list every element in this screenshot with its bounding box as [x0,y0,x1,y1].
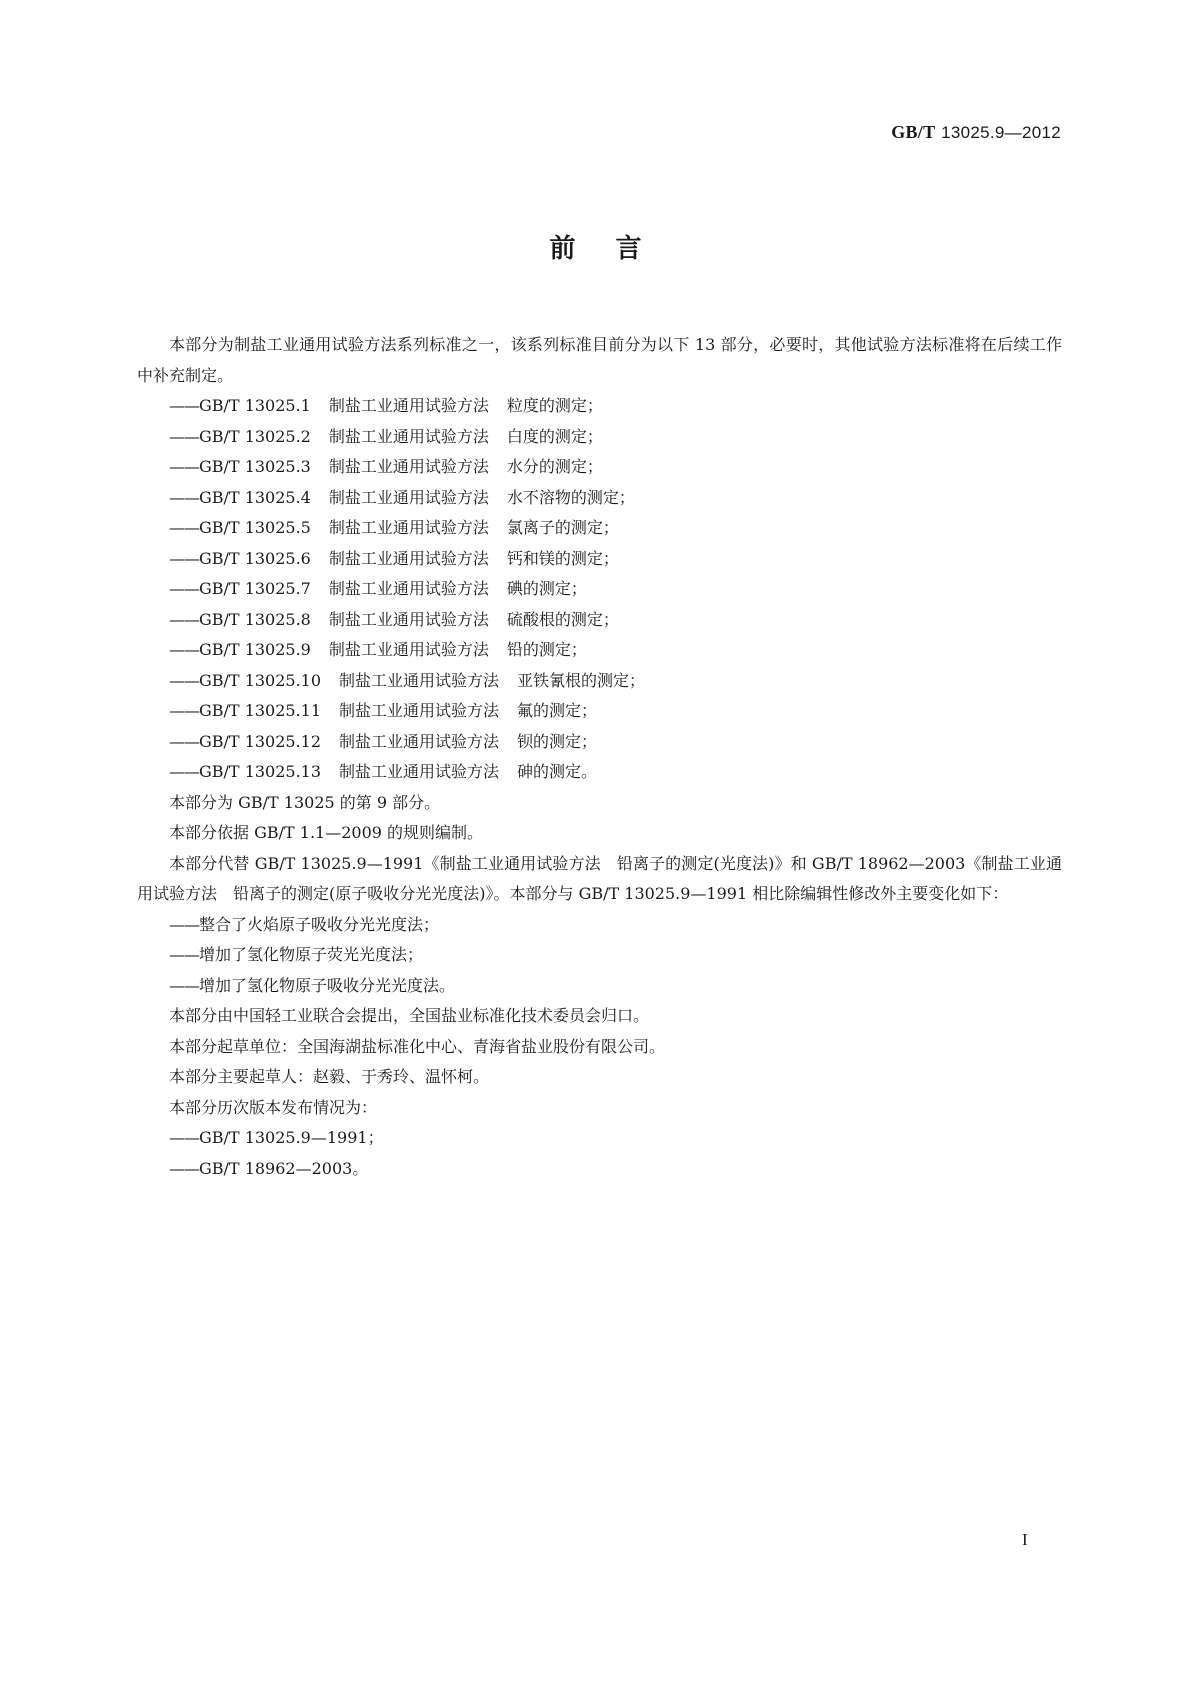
history-item: ——GB/T 18962—2003。 [169,1158,369,1178]
part-of-paragraph: 本部分为 GB/T 13025 的第 9 部分。 [169,792,441,812]
changes-list [137,910,1062,1002]
change-item: ——增加了氢化物原子荧光光度法； [169,945,424,964]
series-list [137,391,1062,788]
drafting-units-paragraph: 本部分起草单位：全国海湖盐标准化中心、青海省盐业股份有限公司。 [169,1036,666,1056]
history-intro-paragraph: 本部分历次版本发布情况为： [169,1097,378,1117]
drafters-paragraph: 本部分主要起草人：赵毅、于秀玲、温怀柯。 [169,1067,490,1086]
series-item: ——GB/T 13025.8 制盐工业通用试验方法 硫酸根的测定； [169,609,619,629]
series-item: ——GB/T 13025.12 制盐工业通用试验方法 钡的测定； [169,731,598,751]
drafting-rules-paragraph: 本部分依据 GB/T 1.1—2009 的规则编制。 [169,823,484,842]
standard-prefix: GB/T [891,122,936,142]
change-item: ——增加了氢化物原子吸收分光光度法。 [169,975,456,995]
intro-paragraph: 本部分为制盐工业通用试验方法系列标准之一，该系列标准目前分为以下 13 部分，必要时，其他试验方法标准将在后续工作中补充制定。 [137,335,1062,385]
standard-number: 13025.9—2012 [941,123,1061,142]
replaces-paragraph: 本部分代替 GB/T 13025.9—1991《制盐工业通用试验方法 铅离子的测定(光度法)》和 GB/T 18962—2003《制盐工业通用试验方法 铅离子的测定(原子吸收分光光度法)》。本部分与 GB/T 13025.9—1991 相比除编辑性修改外主要变化如下： [137,853,1062,903]
history-item: ——GB/T 13025.9—1991； [169,1128,384,1147]
series-item: ——GB/T 13025.13 制盐工业通用试验方法 砷的测定。 [169,762,598,781]
series-item: ——GB/T 13025.2 制盐工业通用试验方法 白度的测定； [169,426,603,446]
series-item: ——GB/T 13025.10 制盐工业通用试验方法 亚铁氰根的测定； [169,670,646,690]
change-item: ——整合了火焰原子吸收分光光度法； [169,914,440,934]
history-list [137,1123,1062,1184]
series-item: ——GB/T 13025.6 制盐工业通用试验方法 钙和镁的测定； [169,548,619,568]
proposed-by-paragraph: 本部分由中国轻工业联合会提出，全国盐业标准化技术委员会归口。 [169,1006,650,1025]
series-item: ——GB/T 13025.9 制盐工业通用试验方法 铅的测定； [169,640,587,659]
series-item: ——GB/T 13025.3 制盐工业通用试验方法 水分的测定； [169,457,603,476]
page-number: I [1022,1530,1028,1549]
series-item: ——GB/T 13025.4 制盐工业通用试验方法 水不溶物的测定； [169,487,635,507]
standard-code-header [891,122,1061,143]
series-item: ——GB/T 13025.1 制盐工业通用试验方法 粒度的测定； [169,396,603,415]
series-item: ——GB/T 13025.11 制盐工业通用试验方法 氟的测定； [169,701,598,720]
foreword-body [137,330,1062,1184]
series-item: ——GB/T 13025.7 制盐工业通用试验方法 碘的测定； [169,579,587,598]
page-title: 前言 [549,234,682,264]
series-item: ——GB/T 13025.5 制盐工业通用试验方法 氯离子的测定； [169,518,619,537]
